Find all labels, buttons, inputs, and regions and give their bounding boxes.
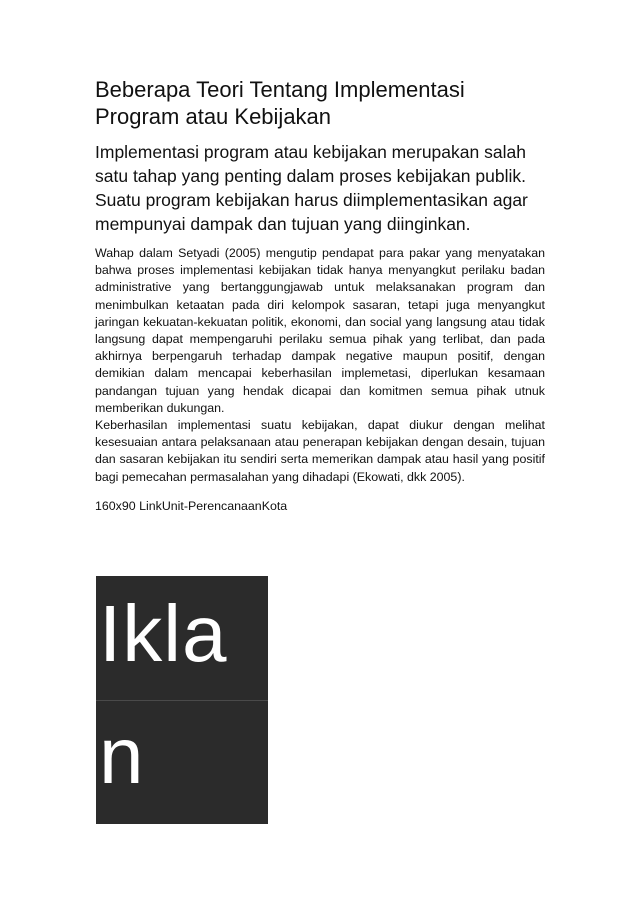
- lead-paragraph: Implementasi program atau kebijakan merupakan salah satu tahap yang penting dalam proses kebijakan publik. Suatu program kebijakan harus diimplementasikan agar mempunyai dampak dan tujuan yang diinginkan.: [95, 142, 528, 234]
- document-title: Beberapa Teori Tentang Implementasi Program atau Kebijakan: [95, 77, 465, 129]
- ad-divider: [96, 700, 268, 701]
- document-page: [95, 76, 545, 515]
- ad-banner[interactable]: [96, 576, 268, 824]
- ad-label: 160x90 LinkUnit-PerencanaanKota: [95, 498, 288, 513]
- ad-text-line2: n: [99, 711, 145, 800]
- paragraph-setyadi: Wahap dalam Setyadi (2005) mengutip pendapat para pakar yang menyatakan bahwa proses implementasi kebijakan tidak hanya menyangkut perilaku badan administrative yang bertanggungjawab untuk melaksanakan program dan menimbulkan ketaatan pada diri kelompok sasaran, tetapi juga menyangkut jaringan kekuatan-kekuatan politik, ekonomi, dan social yang langsung atau tidak langsung dapat mempengaruhi perilaku semua pihak yang terlibat, dan pada akhirnya berpengaruh terhadap dampak negative maupun positif, dengan demikian dalam mencapai keberhasilan implemetasi, diperlukan kesamaan pandangan tujuan yang hendak dicapai dan komitmen semua pihak utnuk memberikan dukungan.: [95, 246, 545, 415]
- ad-text-line1: Ikla: [99, 589, 228, 678]
- paragraph-ekowati: Keberhasilan implementasi suatu kebijakan, dapat diukur dengan melihat kesesuaian antara pelaksanaan atau penerapan kebijakan dengan desain, tujuan dan sasaran kebijakan itu sendiri serta memerikan dampak atau hasil yang positif bagi pemecahan permasalahan yang dihadapi (Ekowati, dkk 2005).: [95, 418, 545, 484]
- body-text: [95, 245, 545, 486]
